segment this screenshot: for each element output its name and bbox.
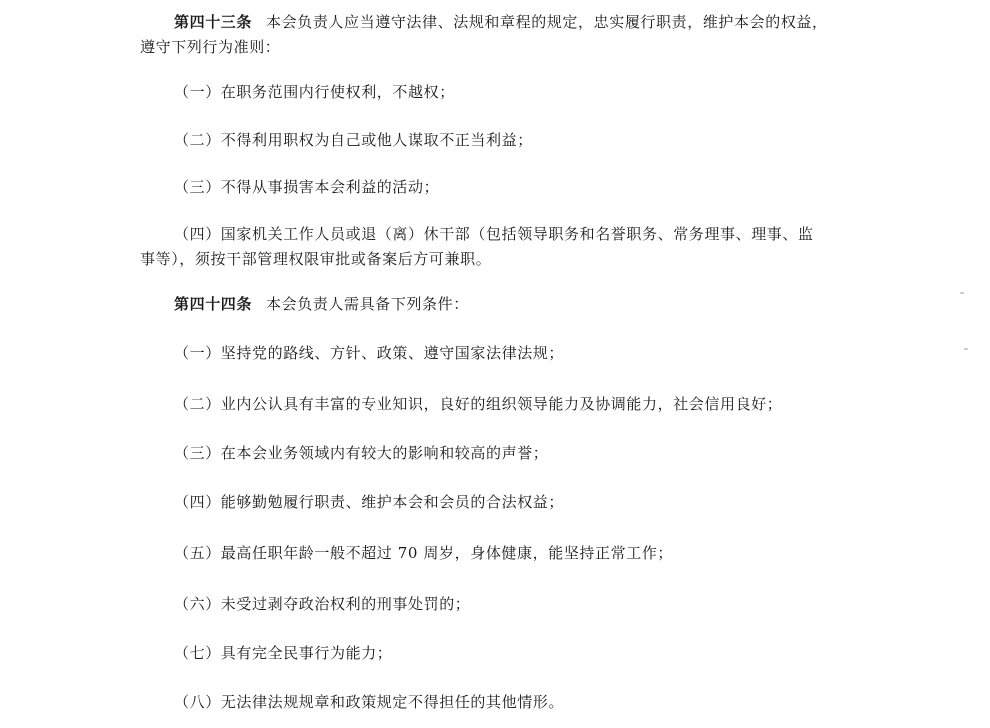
article-43-text-line-2: 遵守下列行为准则： [140,38,281,56]
article-44-item-1: （一）坚持党的路线、方针、政策、遵守国家法律法规； [174,344,565,362]
scan-speck [960,292,964,294]
article-44-item-4: （四）能够勤勉履行职责、维护本会和会员的合法权益； [174,493,565,511]
article-44-item-8: （八）无法律法规规章和政策规定不得担任的其他情形。 [174,693,565,711]
article-44-text: 本会负责人需具备下列条件： [266,295,469,313]
article-44-item-5: （五）最高任职年龄一般不超过 70 周岁，身体健康，能坚持正常工作； [174,544,674,562]
article-44-item-3: （三）在本会业务领域内有较大的影响和较高的声誉； [174,444,549,462]
article-44-item-2: （二）业内公认具有丰富的专业知识，良好的组织领导能力及协调能力，社会信用良好； [174,395,783,413]
article-43-item-1: （一）在职务范围内行使权利，不越权； [174,83,455,101]
scan-speck [964,348,968,350]
article-43-line-1 [174,12,828,32]
article-43-item-4: （四）国家机关工作人员或退（离）休干部（包括领导职务和名誉职务、常务理事、理事、监 [174,225,814,243]
article-44-item-7: （七）具有完全民事行为能力； [174,644,393,662]
article-44-item-6: （六）未受过剥夺政治权利的刑事处罚的； [174,595,471,613]
article-44-heading: 第四十四条 [174,295,253,313]
article-43-heading: 第四十三条 [174,13,253,31]
article-44-line [174,294,469,314]
article-43-item-2: （二）不得利用职权为自己或他人谋取不正当利益； [174,131,533,149]
article-43-text-line-1: 本会负责人应当遵守法律、法规和章程的规定，忠实履行职责，维护本会的权益， [266,13,828,31]
article-43-item-3: （三）不得从事损害本会利益的活动； [174,178,440,196]
article-43-item-4-continued: 事等），须按干部管理权限审批或备案后方可兼职。 [140,250,492,268]
